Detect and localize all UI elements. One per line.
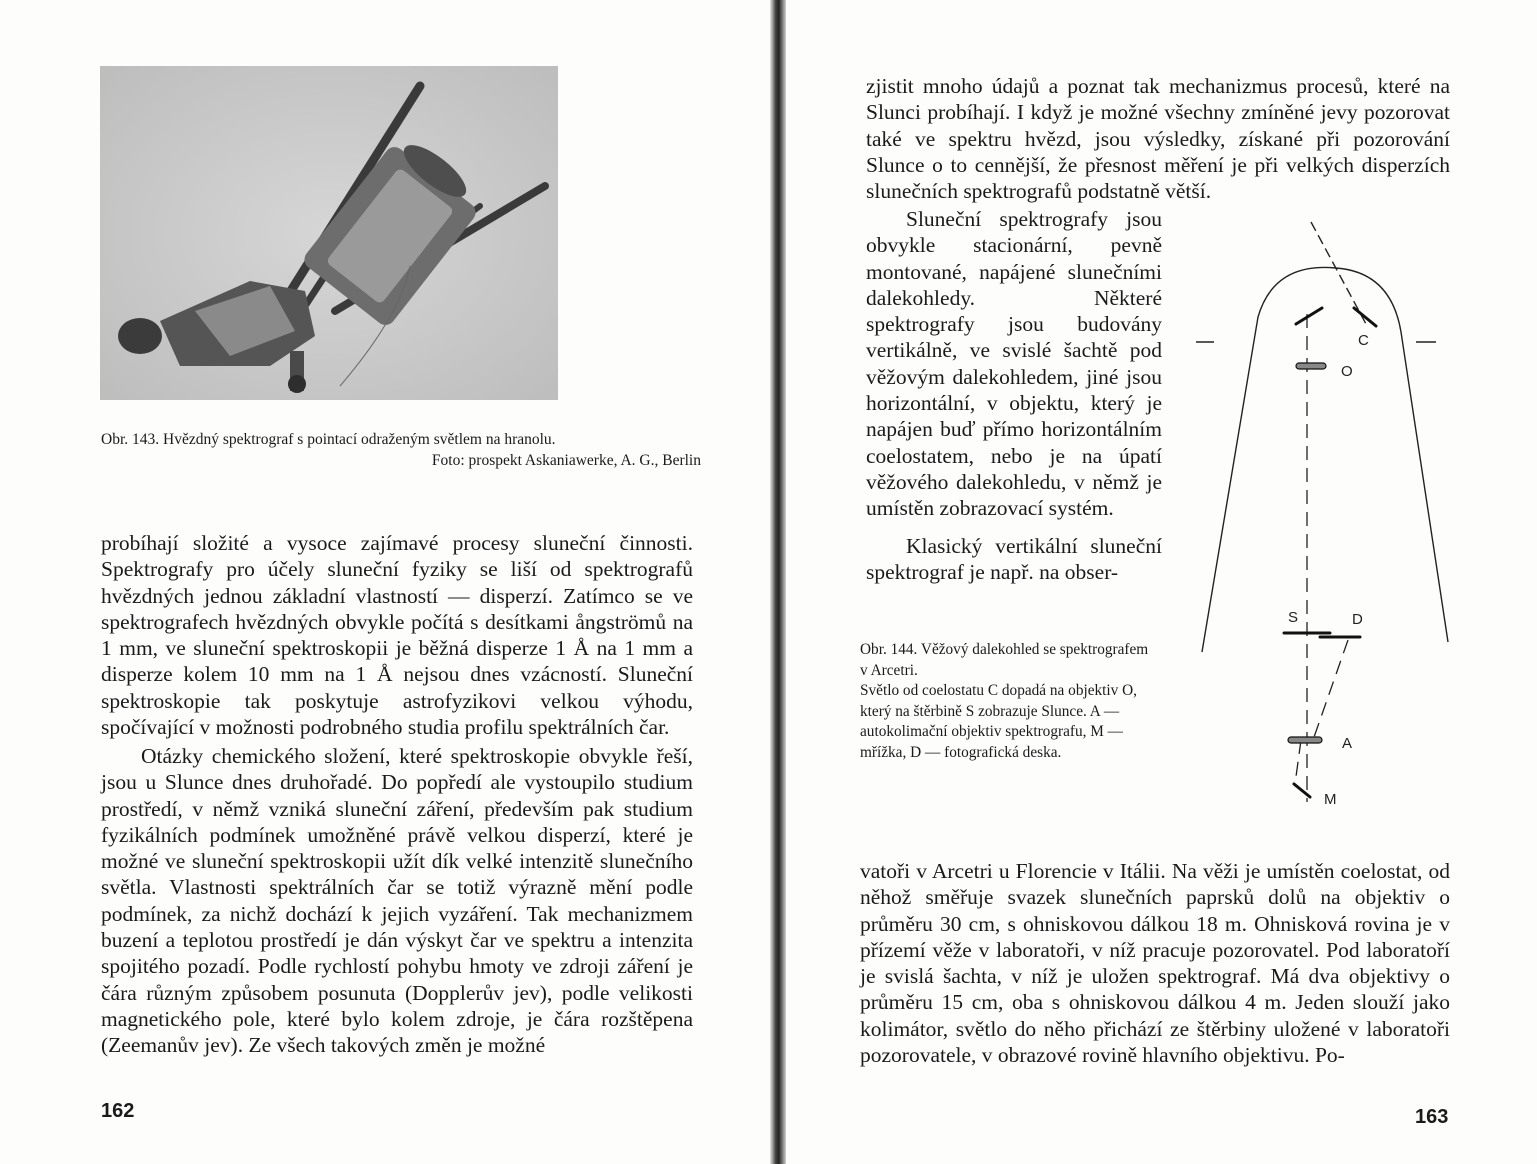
page-number-right: 163 bbox=[1415, 1106, 1449, 1128]
right-paragraph-column-2: Klasický vertikální sluneční spektrograf je např. na obser- bbox=[866, 534, 1162, 585]
label-s: S bbox=[1288, 609, 1299, 626]
figure-144-caption-title: Obr. 144. Věžový dalekohled se spektrografem v Arcetri. bbox=[860, 641, 1149, 679]
figure-143-caption bbox=[101, 430, 701, 471]
right-paragraph-bottom: vatoři v Arcetri u Florencie v Itálii. Na věži je umístěn coelostat, od něhož směřuje svazek slunečních paprsků dolů na objektiv o průměru 30 cm, s ohniskovou dálkou 18 m. Ohnisková rovina je v přízemí věže v laboratoři, v níž pracuje pozorovatel. Pod laboratoří je svislá šachta, v níž je uložen spektrograf. Má dva objektivy o průměru 15 cm, oba s ohniskovou dálkou 4 m. Jeden slouží jako kolimátor, světlo do něho přichází ze štěrbiny uložené v laboratoři pozorovatele, v obrazové rovině hlavního objektivu. Po- bbox=[860, 859, 1450, 1068]
label-o: O bbox=[1341, 363, 1353, 380]
page-number-left: 162 bbox=[101, 1100, 135, 1122]
figure-144-caption bbox=[860, 640, 1156, 763]
figure-143-caption-line2: Foto: prospekt Askaniawerke, A. G., Berlin bbox=[431, 451, 701, 469]
tower-telescope-diagram bbox=[1196, 212, 1456, 812]
left-paragraph-1: probíhají složité a vysoce zajímavé procesy sluneční činnosti. Spektrografy pro účely sluneční fyziky se liší od spektrografů hvězdných jednou základní vlastností — disperzí. Zatímco se ve spektrografech hvězdných obvykle počítá s desítkami ångströmů na 1 mm, ve sluneční spektroskopii je běžná disperze 1 Å na 1 mm a disperze kolem 10 mm na 1 Å nejsou dnes vzácností. Sluneční spektroskopie tak poskytuje astrofyzikovi velkou výhodu, spočívající v možnosti podrobného studia profilu spektrálních čar. bbox=[101, 531, 693, 740]
tower-telescope-diagram-svg bbox=[1196, 212, 1456, 812]
coelostat-mirror-left bbox=[1296, 308, 1322, 324]
figure-143-caption-line1: Obr. 143. Hvězdný spektrograf s pointací odraženým světlem na hranolu. bbox=[101, 431, 556, 448]
spectrograph-photo bbox=[100, 66, 558, 400]
spectrograph-photo-illustration bbox=[100, 66, 558, 400]
label-c: C bbox=[1358, 332, 1369, 349]
objective-a-lens bbox=[1288, 737, 1322, 743]
book-spine bbox=[770, 0, 786, 1164]
label-a: A bbox=[1342, 735, 1353, 752]
label-m: M bbox=[1324, 791, 1337, 808]
tower-outline bbox=[1202, 267, 1448, 652]
figure-144-caption-body: Světlo od coelostatu C dopadá na objektiv O, který na štěrbině S zobrazuje Slunce. A — autokolimační objektiv spektrografu, M — mřížka, D — fotografická deska. bbox=[860, 682, 1137, 761]
right-paragraph-column-1: Sluneční spektrografy jsou obvykle stacionární, pevně montované, napájené slunečními dalekohledy. Některé spektrografy jsou budovány vertikálně, ve svislé šachtě pod věžovým dalekohledem, jiné jsou horizontální, v objektu, který je napájen buď přímo horizontálním coelostatem, nebo je na úpatí věžového dalekohledu, v němž je umístěn zobrazovací systém. bbox=[866, 207, 1162, 521]
label-d: D bbox=[1352, 611, 1363, 628]
left-paragraph-2: Otázky chemického složení, které spektroskopie obvykle řeší, jsou u Slunce dnes druhořadé. Do popředí ale vystoupilo studium prostředí, v němž vzniká sluneční záření, především pak studium fyzikálních podmínek umožněné právě velkou disperzí, které je možné ve sluneční spektroskopii užít dík velké intenzitě slunečního světla. Vlastnosti spektrálních čar se totiž výrazně mění podle podmínek, za nichž dochází k jejich vyzáření. Tak mechanizmem buzení a teplotou prostředí je dán výskyt čar ve spektru a intenzita spojitého pozadí. Podle rychlostí pohybu hmoty ve zdroji záření je čára různým způsobem posunuta (Dopplerův jev), podle velikosti magnetického pole, které bylo kolem zdroje, je čára rozštěpena (Zeemanův jev). Ze všech takových změn je možné bbox=[101, 744, 693, 1058]
right-paragraph-top: zjistit mnoho údajů a poznat tak mechanizmus procesů, které na Slunci probíhají. I když je možné všechny zmíněné jevy pozorovat také ve spektru hvězd, jsou výsledky, získané při pozorování Slunce o to cennější, že přesnost měření je při velkých disperzích slunečních spektrografů podstatně větší. bbox=[866, 74, 1450, 204]
objective-o-lens bbox=[1296, 363, 1326, 369]
